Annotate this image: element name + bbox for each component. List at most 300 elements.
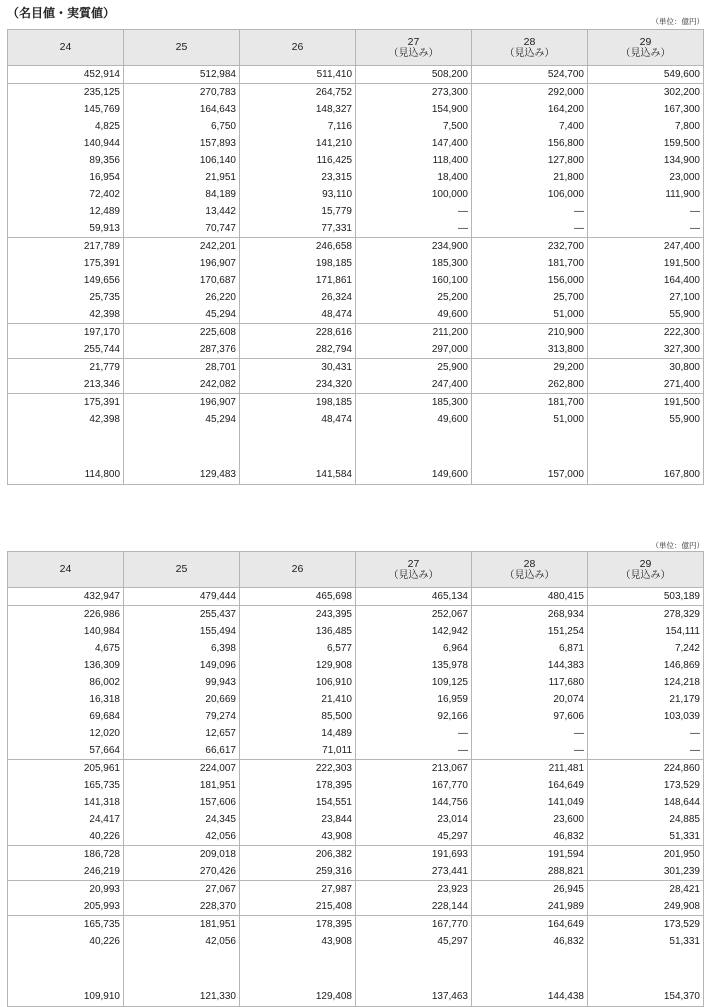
table-cell: 51,331 xyxy=(588,828,704,846)
table-cell: ― xyxy=(588,725,704,742)
table-cell: ― xyxy=(588,742,704,760)
table-cell: 103,039 xyxy=(588,708,704,725)
header-year-29: 29 （見込み） xyxy=(588,30,704,66)
header-year-27: 27 （見込み） xyxy=(356,30,472,66)
table-cell: 144,383 xyxy=(472,657,588,674)
table-cell: ― xyxy=(588,220,704,238)
table-cell: 156,800 xyxy=(472,135,588,152)
table-cell: 246,658 xyxy=(240,238,356,256)
table-cell: 49,600 xyxy=(356,306,472,324)
table-cell: 181,700 xyxy=(472,394,588,412)
table-cell: 301,239 xyxy=(588,863,704,881)
table-cell: 197,170 xyxy=(8,324,124,342)
table-cell: 12,657 xyxy=(124,725,240,742)
table-cell: 116,425 xyxy=(240,152,356,169)
table-cell: 43,908 xyxy=(240,828,356,846)
table-cell: 205,993 xyxy=(8,898,124,916)
table-cell: 118,400 xyxy=(356,152,472,169)
table-cell: 241,989 xyxy=(472,898,588,916)
table-cell: 21,800 xyxy=(472,169,588,186)
table-cell: 191,693 xyxy=(356,846,472,864)
table-cell: 246,219 xyxy=(8,863,124,881)
table-cell: 181,951 xyxy=(124,916,240,934)
table-cell: 25,200 xyxy=(356,289,472,306)
table-cell: 175,391 xyxy=(8,255,124,272)
real-values-table xyxy=(7,551,704,1007)
table-cell: 18,400 xyxy=(356,169,472,186)
table-cell: 164,200 xyxy=(472,101,588,118)
table-cell: 100,000 xyxy=(356,186,472,203)
table-cell: 273,441 xyxy=(356,863,472,881)
table-cell: 252,067 xyxy=(356,606,472,624)
table-cell: 14,489 xyxy=(240,725,356,742)
table-cell: 86,002 xyxy=(8,674,124,691)
table-cell: 7,242 xyxy=(588,640,704,657)
table-cell: 141,210 xyxy=(240,135,356,152)
table-cell: 292,000 xyxy=(472,84,588,102)
table-cell: 171,861 xyxy=(240,272,356,289)
table-cell: 28,701 xyxy=(124,359,240,377)
table-cell: 43,908 xyxy=(240,933,356,950)
table-cell: 136,309 xyxy=(8,657,124,674)
table-cell: 92,166 xyxy=(356,708,472,725)
table-row xyxy=(8,863,704,881)
table-cell: 24,345 xyxy=(124,811,240,828)
table-cell: 6,871 xyxy=(472,640,588,657)
table-cell: 255,437 xyxy=(124,606,240,624)
table-cell: 137,463 xyxy=(356,950,472,1006)
table-row xyxy=(8,640,704,657)
table-row xyxy=(8,255,704,272)
table-cell: 154,551 xyxy=(240,794,356,811)
table-cell: 42,056 xyxy=(124,933,240,950)
table-cell: 25,900 xyxy=(356,359,472,377)
table-cell: 12,020 xyxy=(8,725,124,742)
table-cell: 503,189 xyxy=(588,588,704,606)
table-cell: 27,067 xyxy=(124,881,240,899)
table-cell: 270,426 xyxy=(124,863,240,881)
table-cell: 164,649 xyxy=(472,916,588,934)
table-cell: 178,395 xyxy=(240,777,356,794)
table-row xyxy=(8,186,704,203)
table-cell: 42,056 xyxy=(124,828,240,846)
table-cell: 97,606 xyxy=(472,708,588,725)
table-cell: 111,900 xyxy=(588,186,704,203)
table-cell: 259,316 xyxy=(240,863,356,881)
table-row xyxy=(8,341,704,359)
table-cell: 79,274 xyxy=(124,708,240,725)
table-cell: 191,500 xyxy=(588,394,704,412)
table-cell: 4,675 xyxy=(8,640,124,657)
table-cell: 255,744 xyxy=(8,341,124,359)
header-year-29: 29 （見込み） xyxy=(588,552,704,588)
table-cell: 247,400 xyxy=(356,376,472,394)
table-cell: 211,200 xyxy=(356,324,472,342)
table-cell: 55,900 xyxy=(588,411,704,428)
table-cell: 16,959 xyxy=(356,691,472,708)
table-cell: 140,944 xyxy=(8,135,124,152)
table-cell: 479,444 xyxy=(124,588,240,606)
table-cell: 28,421 xyxy=(588,881,704,899)
table-cell: 136,485 xyxy=(240,623,356,640)
table-cell: 228,616 xyxy=(240,324,356,342)
table-cell: 109,910 xyxy=(8,950,124,1006)
table-cell: 20,669 xyxy=(124,691,240,708)
table-cell: 215,408 xyxy=(240,898,356,916)
table-cell: 70,747 xyxy=(124,220,240,238)
table-cell: 235,125 xyxy=(8,84,124,102)
table-cell: 57,664 xyxy=(8,742,124,760)
table-row xyxy=(8,588,704,606)
table-cell: 297,000 xyxy=(356,341,472,359)
table-cell: 232,700 xyxy=(472,238,588,256)
table-cell: 30,431 xyxy=(240,359,356,377)
table-cell: 149,656 xyxy=(8,272,124,289)
table-cell: 270,783 xyxy=(124,84,240,102)
table-cell: 69,684 xyxy=(8,708,124,725)
table-cell: 167,770 xyxy=(356,916,472,934)
table-cell: 15,779 xyxy=(240,203,356,220)
table-cell: 129,483 xyxy=(124,428,240,484)
table-cell: 72,402 xyxy=(8,186,124,203)
table-cell: 51,000 xyxy=(472,306,588,324)
table-cell: 511,410 xyxy=(240,66,356,84)
table-cell: 12,489 xyxy=(8,203,124,220)
table-row xyxy=(8,411,704,428)
table-cell: 20,074 xyxy=(472,691,588,708)
table-cell: 173,529 xyxy=(588,916,704,934)
table-cell: 226,986 xyxy=(8,606,124,624)
table-cell: 262,800 xyxy=(472,376,588,394)
table-header-row xyxy=(8,30,704,66)
table-row xyxy=(8,623,704,640)
table-cell: 6,750 xyxy=(124,118,240,135)
table-cell: 6,577 xyxy=(240,640,356,657)
table-cell: 149,096 xyxy=(124,657,240,674)
table-cell: 167,770 xyxy=(356,777,472,794)
table-cell: 147,400 xyxy=(356,135,472,152)
table-cell: 85,500 xyxy=(240,708,356,725)
table-cell: 117,680 xyxy=(472,674,588,691)
table-cell: 167,800 xyxy=(588,428,704,484)
table-cell: 140,984 xyxy=(8,623,124,640)
table-row xyxy=(8,359,704,377)
table-row xyxy=(8,916,704,934)
table-cell: 42,398 xyxy=(8,411,124,428)
table-cell: 77,331 xyxy=(240,220,356,238)
table-cell: 165,735 xyxy=(8,916,124,934)
unit-label-real: （単位：億円） xyxy=(651,541,704,550)
table-row xyxy=(8,898,704,916)
table-cell: 144,756 xyxy=(356,794,472,811)
header-year-25: 25 xyxy=(124,30,240,66)
table-cell: 465,698 xyxy=(240,588,356,606)
table-cell: 302,200 xyxy=(588,84,704,102)
table-cell: 16,954 xyxy=(8,169,124,186)
table-cell: 155,494 xyxy=(124,623,240,640)
table-cell: 170,687 xyxy=(124,272,240,289)
table-cell: 121,330 xyxy=(124,950,240,1006)
header-year-28: 28 （見込み） xyxy=(472,552,588,588)
table-cell: 25,735 xyxy=(8,289,124,306)
table-row xyxy=(8,135,704,152)
table-row xyxy=(8,152,704,169)
table-cell: 93,110 xyxy=(240,186,356,203)
table-cell: 144,438 xyxy=(472,950,588,1006)
table-cell: 224,007 xyxy=(124,760,240,778)
table-cell: ― xyxy=(356,725,472,742)
table-cell: 46,832 xyxy=(472,933,588,950)
table-cell: 242,082 xyxy=(124,376,240,394)
table-cell: 46,832 xyxy=(472,828,588,846)
table-cell: 264,752 xyxy=(240,84,356,102)
table-cell: 242,201 xyxy=(124,238,240,256)
table-cell: 40,226 xyxy=(8,933,124,950)
table-cell: 23,000 xyxy=(588,169,704,186)
table-cell: 217,789 xyxy=(8,238,124,256)
table-cell: 48,474 xyxy=(240,411,356,428)
table-row xyxy=(8,101,704,118)
table-row xyxy=(8,238,704,256)
table-cell: 141,049 xyxy=(472,794,588,811)
header-year-26: 26 xyxy=(240,552,356,588)
table-cell: 432,947 xyxy=(8,588,124,606)
table-cell: 26,220 xyxy=(124,289,240,306)
table-cell: 13,442 xyxy=(124,203,240,220)
header-year-27: 27 （見込み） xyxy=(356,552,472,588)
table-cell: 165,735 xyxy=(8,777,124,794)
table-cell: 181,700 xyxy=(472,255,588,272)
table-cell: 114,800 xyxy=(8,428,124,484)
table-cell: 185,300 xyxy=(356,255,472,272)
table-cell: 27,987 xyxy=(240,881,356,899)
table-cell: 178,395 xyxy=(240,916,356,934)
table-cell: 273,300 xyxy=(356,84,472,102)
table-row xyxy=(8,306,704,324)
table-cell: 51,331 xyxy=(588,933,704,950)
header-year-28: 28 （見込み） xyxy=(472,30,588,66)
table-cell: 66,617 xyxy=(124,742,240,760)
table-cell: ― xyxy=(472,203,588,220)
table-cell: 160,100 xyxy=(356,272,472,289)
table-cell: 26,324 xyxy=(240,289,356,306)
table-cell: 146,869 xyxy=(588,657,704,674)
table-cell: 196,907 xyxy=(124,394,240,412)
real-table-body xyxy=(8,588,704,1007)
table-row xyxy=(8,708,704,725)
table-cell: 129,408 xyxy=(240,950,356,1006)
table-cell: 23,315 xyxy=(240,169,356,186)
table-cell: 141,584 xyxy=(240,428,356,484)
table-cell: 228,144 xyxy=(356,898,472,916)
table-row xyxy=(8,203,704,220)
table-cell: 23,844 xyxy=(240,811,356,828)
table-cell: ― xyxy=(356,203,472,220)
header-year-24: 24 xyxy=(8,30,124,66)
table-row xyxy=(8,691,704,708)
table-cell: 4,825 xyxy=(8,118,124,135)
table-cell: 21,951 xyxy=(124,169,240,186)
header-year-25: 25 xyxy=(124,552,240,588)
table-cell: 23,923 xyxy=(356,881,472,899)
table-cell: 288,821 xyxy=(472,863,588,881)
table-cell: 24,417 xyxy=(8,811,124,828)
table-cell: 234,900 xyxy=(356,238,472,256)
document-title: （名目値・実質値） xyxy=(7,6,116,20)
table-row xyxy=(8,725,704,742)
table-cell: 45,294 xyxy=(124,306,240,324)
table-cell: 25,700 xyxy=(472,289,588,306)
table-cell: 106,140 xyxy=(124,152,240,169)
table-cell: 278,329 xyxy=(588,606,704,624)
table-row xyxy=(8,933,704,950)
table-cell: 222,300 xyxy=(588,324,704,342)
table-cell: ― xyxy=(472,220,588,238)
table-cell: 21,410 xyxy=(240,691,356,708)
table-cell: 210,900 xyxy=(472,324,588,342)
table-cell: 167,300 xyxy=(588,101,704,118)
table-cell: 213,346 xyxy=(8,376,124,394)
table-cell: ― xyxy=(588,203,704,220)
table-row xyxy=(8,289,704,306)
table-cell: 247,400 xyxy=(588,238,704,256)
table-cell: ― xyxy=(356,742,472,760)
table-row xyxy=(8,881,704,899)
table-cell: 222,303 xyxy=(240,760,356,778)
table-cell: 7,500 xyxy=(356,118,472,135)
table-cell: 157,000 xyxy=(472,428,588,484)
table-cell: 465,134 xyxy=(356,588,472,606)
table-cell: 24,885 xyxy=(588,811,704,828)
table-cell: 21,779 xyxy=(8,359,124,377)
table-cell: 6,964 xyxy=(356,640,472,657)
table-cell: 51,000 xyxy=(472,411,588,428)
table-cell: 106,910 xyxy=(240,674,356,691)
table-row xyxy=(8,811,704,828)
table-cell: 480,415 xyxy=(472,588,588,606)
table-cell: 508,200 xyxy=(356,66,472,84)
table-cell: ― xyxy=(472,742,588,760)
table-row xyxy=(8,66,704,84)
table-cell: 313,800 xyxy=(472,341,588,359)
table-cell: 30,800 xyxy=(588,359,704,377)
table-cell: 141,318 xyxy=(8,794,124,811)
table-cell: 55,900 xyxy=(588,306,704,324)
table-cell: 234,320 xyxy=(240,376,356,394)
table-cell: 127,800 xyxy=(472,152,588,169)
header-year-24: 24 xyxy=(8,552,124,588)
table-row xyxy=(8,828,704,846)
table-cell: 549,600 xyxy=(588,66,704,84)
table-cell: 7,400 xyxy=(472,118,588,135)
table-cell: 21,179 xyxy=(588,691,704,708)
table-cell: 6,398 xyxy=(124,640,240,657)
table-cell: 271,400 xyxy=(588,376,704,394)
header-year-26: 26 xyxy=(240,30,356,66)
table-cell: 282,794 xyxy=(240,341,356,359)
table-cell: 23,014 xyxy=(356,811,472,828)
table-cell: 71,011 xyxy=(240,742,356,760)
table-cell: ― xyxy=(356,220,472,238)
table-cell: 129,908 xyxy=(240,657,356,674)
table-cell: 268,934 xyxy=(472,606,588,624)
table-cell: 175,391 xyxy=(8,394,124,412)
table-cell: 154,111 xyxy=(588,623,704,640)
table-row xyxy=(8,742,704,760)
table-cell: 512,984 xyxy=(124,66,240,84)
table-row xyxy=(8,777,704,794)
table-cell: 201,950 xyxy=(588,846,704,864)
table-row xyxy=(8,950,704,1006)
table-cell: 45,294 xyxy=(124,411,240,428)
table-row xyxy=(8,272,704,289)
table-cell: 154,370 xyxy=(588,950,704,1006)
table-cell: 49,600 xyxy=(356,411,472,428)
table-cell: 20,993 xyxy=(8,881,124,899)
table-cell: 89,356 xyxy=(8,152,124,169)
table-cell: 135,978 xyxy=(356,657,472,674)
table-cell: 224,860 xyxy=(588,760,704,778)
nominal-values-table xyxy=(7,29,704,485)
table-row xyxy=(8,657,704,674)
table-cell: 452,914 xyxy=(8,66,124,84)
table-cell: 142,942 xyxy=(356,623,472,640)
table-cell: 225,608 xyxy=(124,324,240,342)
table-row xyxy=(8,760,704,778)
table-cell: 48,474 xyxy=(240,306,356,324)
table-cell: 154,900 xyxy=(356,101,472,118)
table-cell: 164,649 xyxy=(472,777,588,794)
table-row xyxy=(8,846,704,864)
table-row xyxy=(8,169,704,186)
table-cell: 27,100 xyxy=(588,289,704,306)
table-cell: 109,125 xyxy=(356,674,472,691)
table-cell: 59,913 xyxy=(8,220,124,238)
table-cell: 196,907 xyxy=(124,255,240,272)
table-row xyxy=(8,606,704,624)
table-cell: 206,382 xyxy=(240,846,356,864)
table-cell: 148,327 xyxy=(240,101,356,118)
table-row xyxy=(8,394,704,412)
table-cell: ― xyxy=(472,725,588,742)
table-row xyxy=(8,794,704,811)
table-cell: 209,018 xyxy=(124,846,240,864)
table-cell: 157,606 xyxy=(124,794,240,811)
table-row xyxy=(8,220,704,238)
table-cell: 7,116 xyxy=(240,118,356,135)
table-cell: 191,500 xyxy=(588,255,704,272)
table-cell: 524,700 xyxy=(472,66,588,84)
table-cell: 145,769 xyxy=(8,101,124,118)
table-cell: 211,481 xyxy=(472,760,588,778)
table-cell: 198,185 xyxy=(240,394,356,412)
table-cell: 124,218 xyxy=(588,674,704,691)
table-cell: 228,370 xyxy=(124,898,240,916)
table-cell: 164,400 xyxy=(588,272,704,289)
table-row xyxy=(8,84,704,102)
table-cell: 191,594 xyxy=(472,846,588,864)
table-cell: 16,318 xyxy=(8,691,124,708)
table-cell: 45,297 xyxy=(356,933,472,950)
table-cell: 327,300 xyxy=(588,341,704,359)
table-cell: 45,297 xyxy=(356,828,472,846)
table-cell: 157,893 xyxy=(124,135,240,152)
table-cell: 156,000 xyxy=(472,272,588,289)
table-cell: 84,189 xyxy=(124,186,240,203)
table-cell: 243,395 xyxy=(240,606,356,624)
table-row xyxy=(8,674,704,691)
table-cell: 149,600 xyxy=(356,428,472,484)
